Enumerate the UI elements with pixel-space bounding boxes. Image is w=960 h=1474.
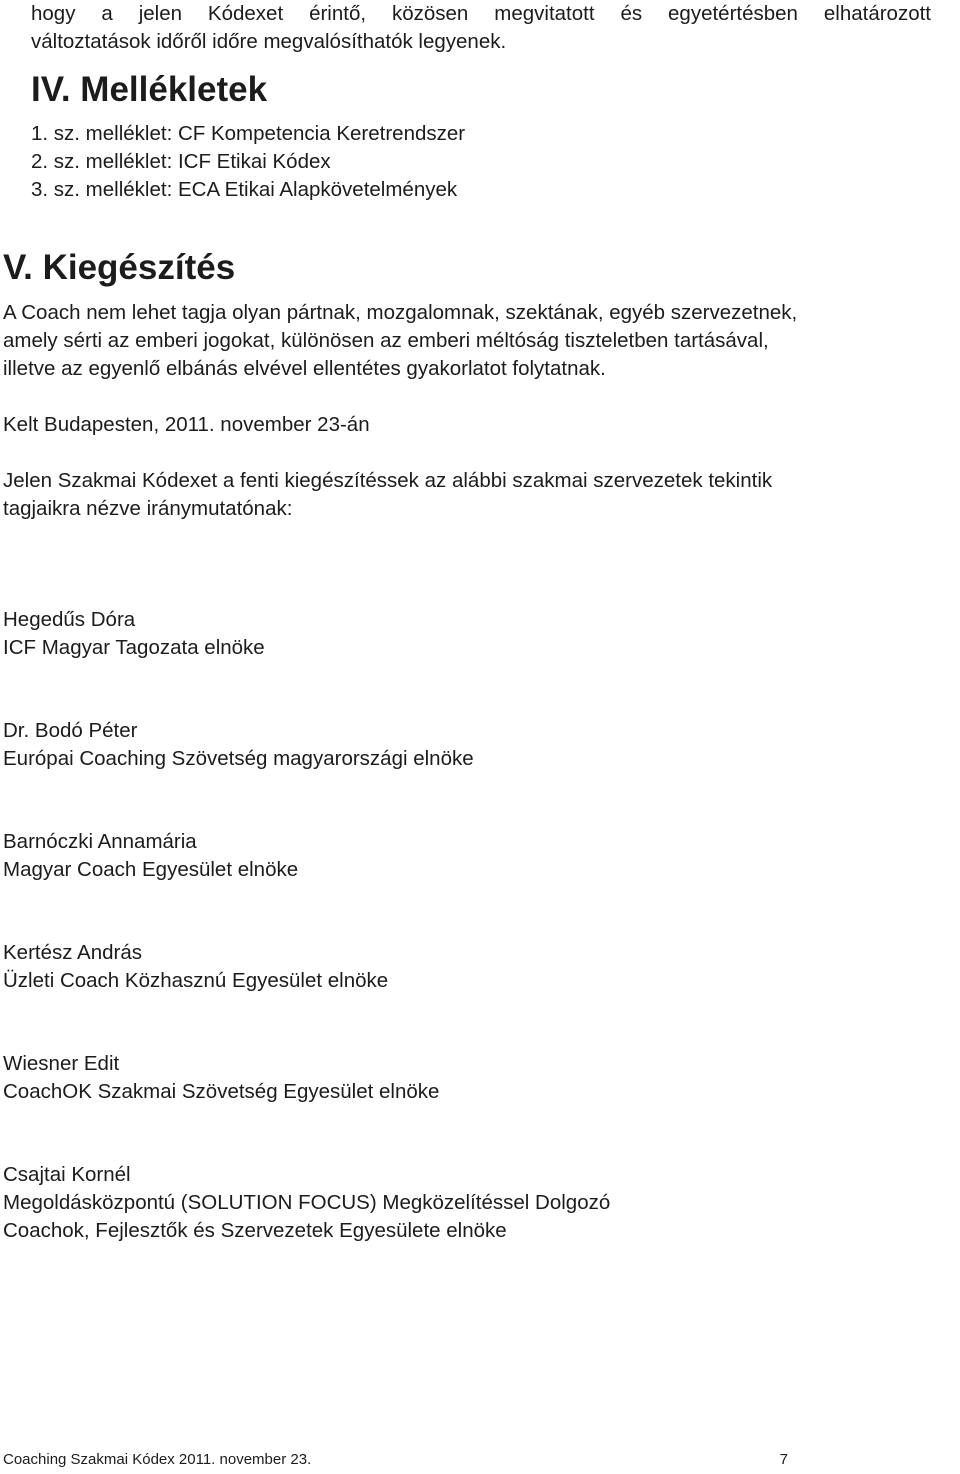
- supplement-line-1: A Coach nem lehet tagja olyan pártnak, mozgalomnak, szektának, egyéb szervezetnek,: [3, 301, 798, 324]
- annex-item-1: 1. sz. melléklet: CF Kompetencia Keretrendszer: [31, 122, 466, 145]
- section-5-title: V. Kiegészítés: [3, 248, 236, 287]
- signatory-role: Üzleti Coach Közhasznú Egyesület elnöke: [3, 969, 389, 992]
- statement-line-2: tagjaikra nézve iránymutatónak:: [3, 497, 293, 520]
- signatory-role: Európai Coaching Szövetség magyarországi elnöke: [3, 747, 474, 770]
- signatory-role: Magyar Coach Egyesület elnöke: [3, 858, 299, 881]
- signatory: [3, 828, 938, 884]
- intro-line-1: hogy a jelen Kódexet érintő, közösen megvitatott és egyetértésben elhatározott: [31, 2, 931, 25]
- annex-item-2: 2. sz. melléklet: ICF Etikai Kódex: [31, 150, 331, 173]
- annex-list: [31, 120, 931, 204]
- signatory: [3, 606, 938, 662]
- footer-title: Coaching Szakmai Kódex 2011. november 23.: [3, 1451, 312, 1468]
- section-4-title: IV. Mellékletek: [31, 70, 268, 109]
- signatory: [3, 939, 938, 995]
- supplement-line-2: amely sérti az emberi jogokat, különösen az emberi méltóság tiszteletben tartásával,: [3, 329, 769, 352]
- signatory-name: Dr. Bodó Péter: [3, 719, 138, 742]
- signatory-role: Coachok, Fejlesztők és Szervezetek Egyesülete elnöke: [3, 1219, 507, 1242]
- signatory-role: Megoldásközpontú (SOLUTION FOCUS) Megközelítéssel Dolgozó: [3, 1191, 611, 1214]
- supplement-paragraph: [3, 299, 938, 383]
- signatory-name: Barnóczki Annamária: [3, 830, 197, 853]
- intro-paragraph: [31, 0, 931, 56]
- signatory-role: ICF Magyar Tagozata elnöke: [3, 636, 265, 659]
- signatory-name: Wiesner Edit: [3, 1052, 120, 1075]
- signatory-role: CoachOK Szakmai Szövetség Egyesület elnöke: [3, 1080, 440, 1103]
- signatory: [3, 1050, 938, 1106]
- date-text: Kelt Budapesten, 2011. november 23-án: [3, 413, 370, 436]
- signatory-name: Csajtai Kornél: [3, 1163, 131, 1186]
- page-number: 7: [779, 1451, 788, 1468]
- annex-item-3: 3. sz. melléklet: ECA Etikai Alapkövetelmények: [31, 178, 458, 201]
- signatory-name: Hegedűs Dóra: [3, 608, 136, 631]
- signatory: [3, 717, 938, 773]
- statement-line-1: Jelen Szakmai Kódexet a fenti kiegészítéssek az alábbi szakmai szervezetek tekintik: [3, 469, 773, 492]
- signatory-name: Kertész András: [3, 941, 143, 964]
- supplement-line-3: illetve az egyenlő elbánás elvével ellentétes gyakorlatot folytatnak.: [3, 357, 606, 380]
- page-footer: [3, 1450, 788, 1470]
- date-line: [3, 411, 938, 439]
- intro-line-2: változtatások időről időre megvalósíthatók legyenek.: [31, 30, 507, 53]
- signatory: [3, 1161, 938, 1245]
- statement-paragraph: [3, 467, 938, 523]
